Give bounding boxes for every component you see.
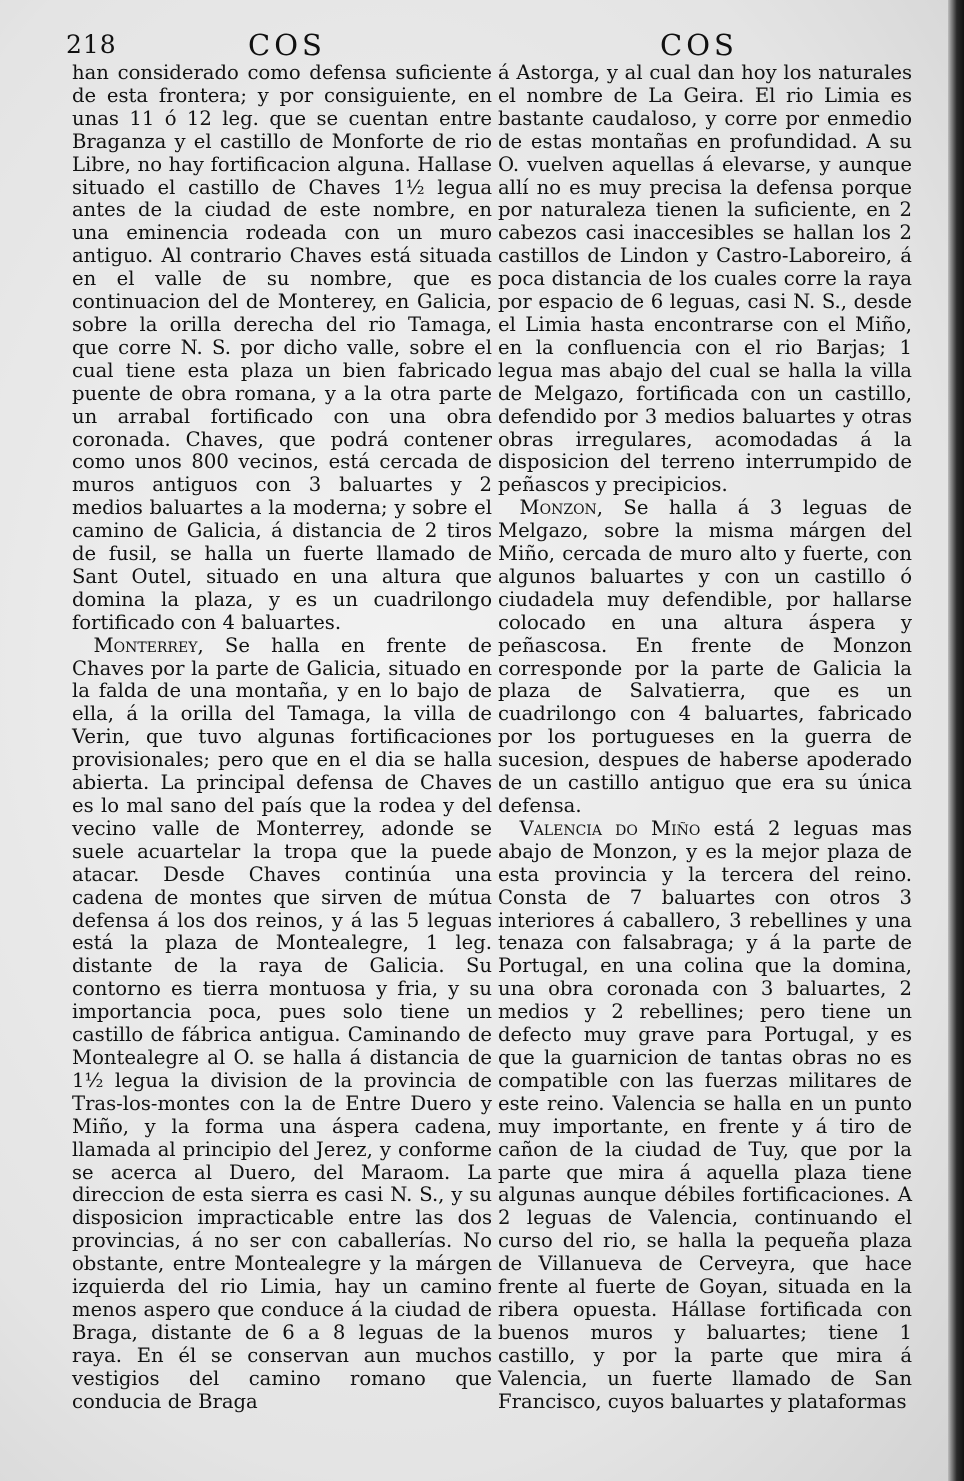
paragraph bbox=[498, 497, 912, 818]
running-header-left: COS bbox=[248, 28, 326, 62]
page-edge-shadow bbox=[948, 0, 964, 1481]
paragraph-text: , Se halla en frente de Chaves por la parte de Galicia, situado en la falda de una montaña, y en lo bajo de ella, á la orilla del Tamaga, la villa de Verin, que tuvo algunas fortificaciones provisionales; pero que en el dia se halla abierta. La principal defensa de Chaves es lo mal sano del país que la rodea y del vecino valle de Monterrey, adonde se suele acuartelar la tropa que la puede atacar. Desde Chaves continúa una cadena de montes que sirven de mútua defensa á los dos reinos, y á las 5 leguas está la plaza de Montealegre, 1 leg. distante de la raya de Galicia. Su contorno es tierra montuosa y fria, y su importancia poca, pues solo tiene un castillo de fábrica antigua. Caminando de Montealegre al O. se halla á distancia de 1½ legua la division de la provincia de Tras-los-montes con la de Entre Duero y Miño, y la forma una áspera cadena, llamada al principio del Jerez, y conforme se acerca al Duero, del Maraom. La direccion de esta sierra es casi N. S., y su disposicion impracticable entre las dos provincias, á no ser con caballerías. No obstante, entre Montealegre y la márgen izquierda del rio Limia, hay un camino menos aspero que conduce á la ciudad de Braga, distante de 6 a 8 leguas de la raya. En él se conservan aun muchos vestigios del camino romano que conducia de Braga bbox=[72, 633, 492, 1413]
page-number: 218 bbox=[66, 30, 117, 59]
entry-heading: Monterrey bbox=[93, 633, 198, 657]
paragraph-text: á Astorga, y al cual dan hoy los naturales el nombre de La Geira. El rio Limia es bastante caudaloso, y corre por enmedio de estas montañas en profundidad. A su O. vuelven aquellas á elevarse, y aunque allí no es muy precisa la defensa porque por naturaleza tienen la suficiente, en 2 cabezos casi inaccesibles se hallan los 2 castillos de Lindon y Castro-Laboreiro, á poca distancia de los cuales corre la raya por espacio de 6 leguas, casi N. S., desde el Limia hasta encontrarse con el Miño, en la confluencia con el rio Barjas; 1 legua mas abajo del cual se halla la villa de Melgazo, fortificada con un castillo, defendido por 3 medios baluartes y otras obras irregulares, acomodadas á la disposicion del terreno interrumpido de peñascos y precipicios. bbox=[498, 61, 912, 497]
left-column bbox=[72, 62, 492, 1413]
right-column bbox=[498, 62, 912, 1413]
running-header-right: COS bbox=[660, 28, 738, 62]
entry-heading: Monzon bbox=[519, 496, 597, 520]
paragraph bbox=[498, 818, 912, 1414]
paragraph-text: está 2 leguas mas abajo de Monzon, y es la mejor plaza de esta provincia y la tercera del reino. Consta de 7 baluartes con otros 3 interiores á caballero, 3 rebellines y una tenaza con falsabraga; y á la parte de Portugal, en una colina que la domina, una obra coronada con 3 baluartes, 2 medios y 2 rebellines; pero tiene un defecto muy grave para Portugal, y es que la guarnicion de tantas obras no es compatible con las fuerzas militares de este reino. Valencia se halla en un punto muy importante, en frente y á tiro de cañon de la ciudad de Tuy, que por la parte que mira á aquella plaza tiene algunas aunque débiles fortificaciones. A 2 leguas de Valencia, continuando el curso del rio, se halla la pequeña plaza de Villanueva de Cerveyra, que hace frente al fuerte de Goyan, situada en la ribera opuesta. Hállase fortificada con buenos muros y baluartes; tiene 1 castillo, y por la parte que mira á Valencia, un fuerte llamado de San Francisco, cuyos baluartes y plataformas bbox=[498, 816, 913, 1413]
paragraph bbox=[72, 62, 492, 635]
paragraph-text: , Se halla á 3 leguas de Melgazo, sobre la misma márgen del Miño, cercada de muro alto y fuerte, con algunos baluartes y con un castillo ó ciudadela muy defendible, por hallarse colocado en una altura áspera y peñascosa. En frente de Monzon corresponde por la parte de Galicia la plaza de Salvatierra, que es un cuadrilongo con 4 baluartes, fabricado por los portugueses en la guerra de sucesion, despues de haberse apoderado de un castillo antiguo que era su única defensa. bbox=[498, 496, 912, 817]
entry-heading: Valencia do Miño bbox=[519, 816, 701, 840]
paragraph bbox=[498, 62, 912, 497]
paragraph-text: han considerado como defensa suficiente de esta frontera; y por consiguiente, en unas 11 ó 12 leg. que se cuentan entre Braganza y el castillo de Monforte de rio Libre, no hay fortificacion alguna. Hallase situado el castillo de Chaves 1½ legua antes de la ciudad de este nombre, en una eminencia rodeada con un muro antiguo. Al contrario Chaves está situada en el valle de su nombre, que es continuacion del de Monterey, en Galicia, sobre la orilla derecha del rio Tamaga, que corre N. S. por dicho valle, sobre el cual tiene esta plaza un bien fabricado puente de obra romana, y a la otra parte un arrabal fortificado con una obra coronada. Chaves, que podrá contener como unos 800 vecinos, está cercada de muros antiguos con 3 baluartes y 2 medios baluartes a la moderna; y sobre el camino de Galicia, á distancia de 2 tiros de fusil, se halla un fuerte llamado de Sant Outel, situado en una altura que domina la plaza, y es un cuadrilongo fortificado con 4 baluartes. bbox=[72, 61, 492, 634]
paragraph bbox=[72, 635, 492, 1414]
